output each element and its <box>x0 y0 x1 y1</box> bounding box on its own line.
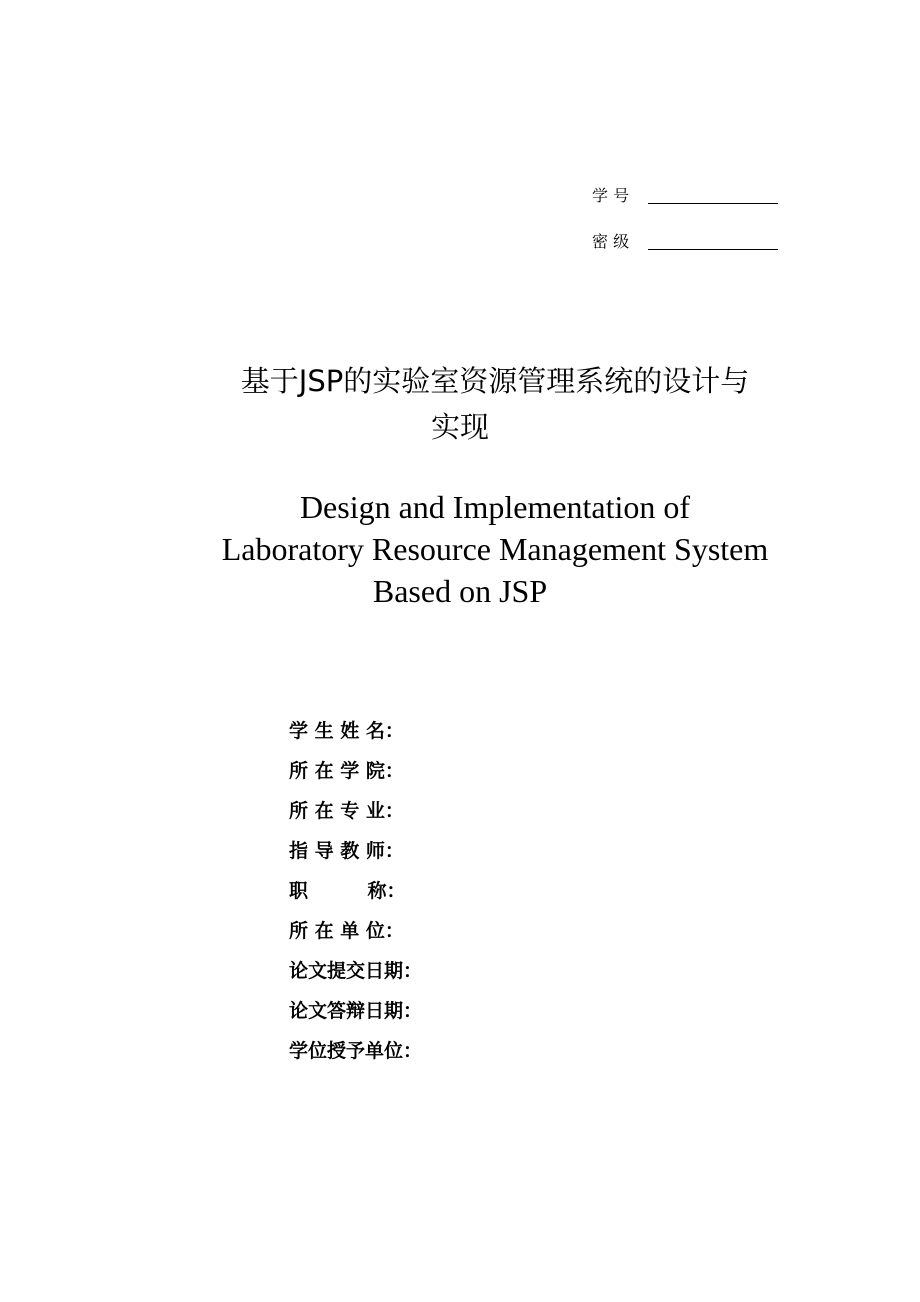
english-title <box>0 486 920 612</box>
field-major: 所 在 专 业： <box>289 800 404 822</box>
chinese-title <box>0 358 920 450</box>
field-college: 所 在 学 院： <box>289 760 404 782</box>
field-advisor: 指 导 教 师： <box>289 840 404 862</box>
field-affiliation: 所 在 单 位： <box>289 920 404 942</box>
student-id-blank <box>648 183 778 204</box>
security-level-blank <box>648 229 778 250</box>
english-title-line-2: Laboratory Resource Management System <box>221 531 769 567</box>
field-title: 职 称： <box>289 880 406 902</box>
cover-meta <box>592 180 778 252</box>
english-title-line-3: Based on JSP <box>372 573 548 609</box>
chinese-title-line-1: 基于JSP的实验室资源管理系统的设计与 <box>240 364 750 398</box>
field-defense-date: 论文答辩日期： <box>289 1000 423 1022</box>
field-degree-granting-unit: 学位授予单位： <box>289 1040 423 1062</box>
security-level-label: 密 级 <box>592 232 630 251</box>
student-id-row <box>592 180 778 206</box>
security-level-row <box>592 206 778 252</box>
chinese-title-line-2: 实现 <box>430 410 489 444</box>
english-title-line-1: Design and Implementation of <box>299 489 691 525</box>
info-fields <box>289 716 422 1076</box>
student-id-label: 学 号 <box>592 186 630 205</box>
field-submission-date: 论文提交日期： <box>289 960 423 982</box>
field-student-name: 学 生 姓 名： <box>289 720 404 742</box>
